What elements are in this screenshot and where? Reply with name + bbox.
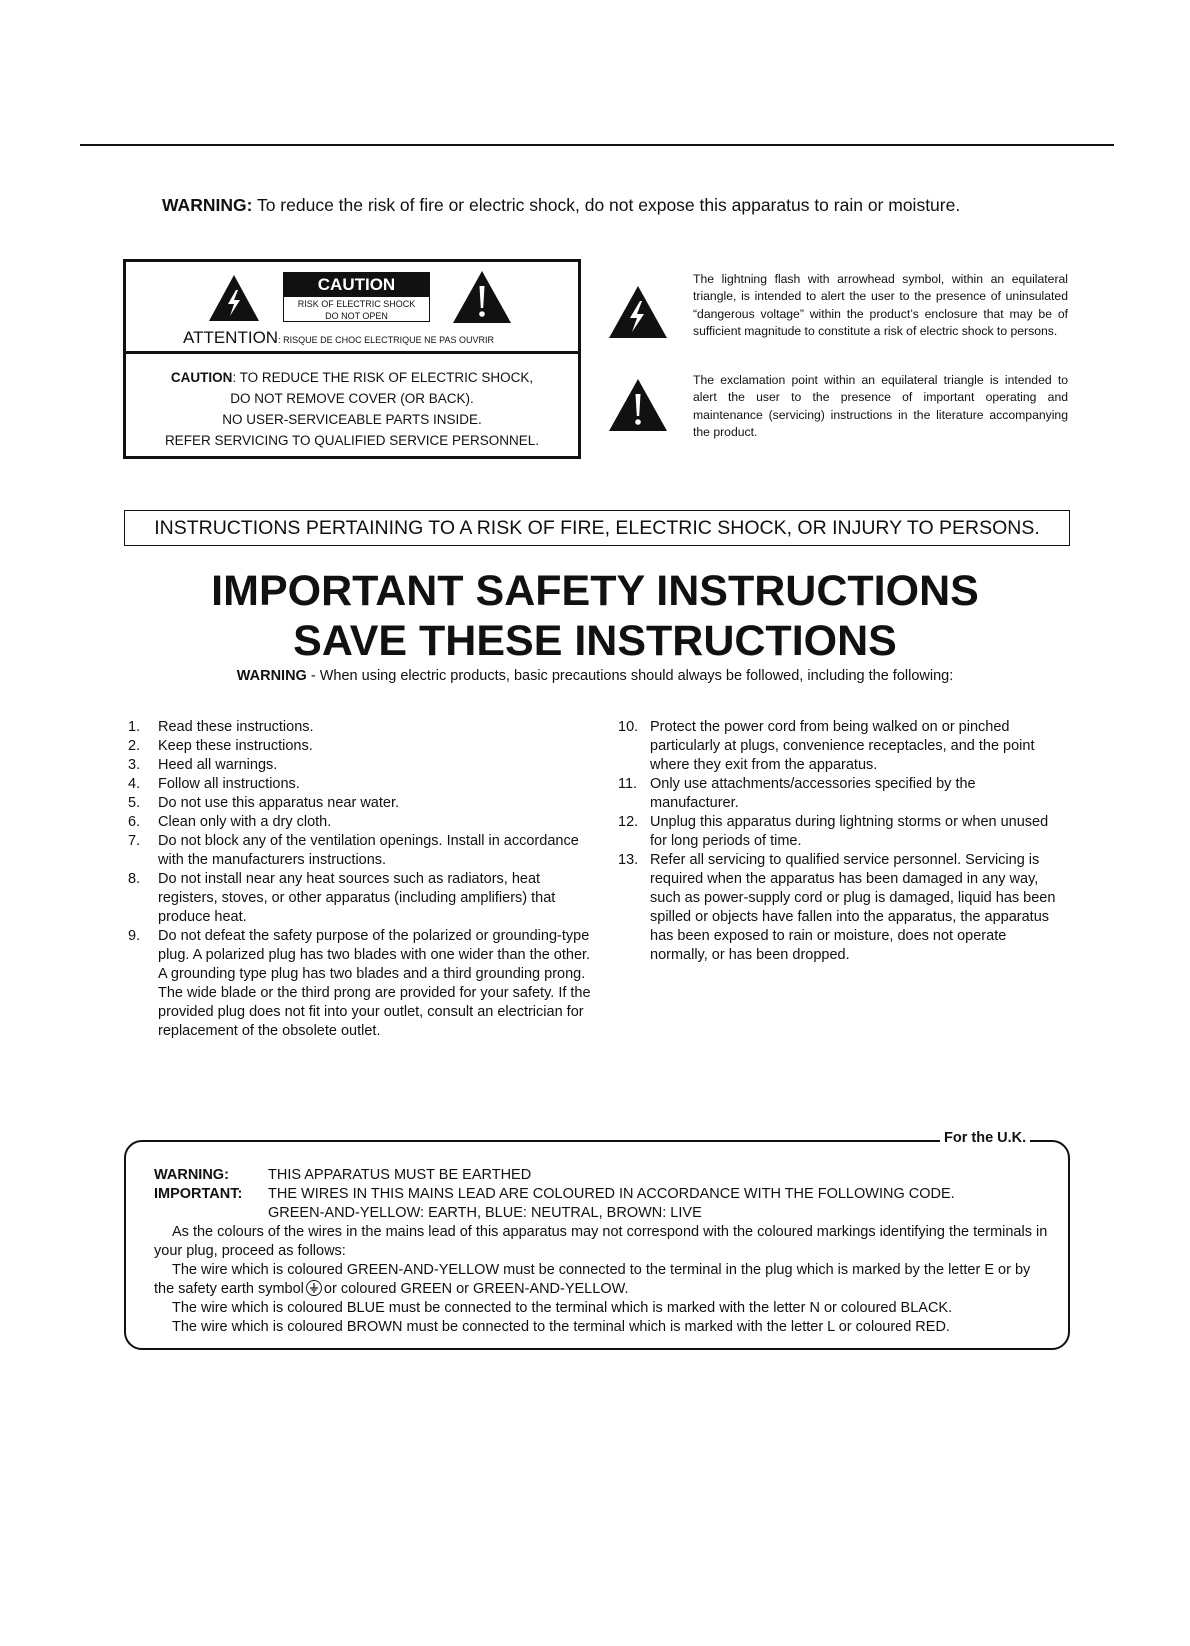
instruction-item xyxy=(128,775,598,794)
instruction-text: Unplug this apparatus during lightning storms or when unused for long periods of time. xyxy=(650,814,1049,849)
instructions-list-right xyxy=(618,718,1068,965)
instruction-item xyxy=(128,737,598,756)
instruction-number: 10. xyxy=(618,719,639,735)
lightning-warning-icon xyxy=(208,274,260,322)
caution-panel xyxy=(123,259,581,459)
caution-body-line2: DO NOT REMOVE COVER (OR BACK). xyxy=(230,391,474,406)
instruction-item xyxy=(128,832,598,870)
lightning-symbol-icon xyxy=(608,285,668,339)
instruction-text: Do not install near any heat sources such as radiators, heat registers, stoves, or other apparatus (including amplifiers) that produce heat. xyxy=(158,871,556,925)
instruction-number: 3. xyxy=(128,757,141,773)
instruction-item xyxy=(618,775,1068,813)
instruction-number: 13. xyxy=(618,852,639,868)
exclamation-symbol-description: The exclamation point within an equilateral triangle is intended to alert the user to the presence of important operating and maintenance (servicing) instructions in the literature accompanying the product. xyxy=(693,373,1068,439)
uk-wiring-box xyxy=(124,1140,1070,1350)
instruction-text: Follow all instructions. xyxy=(158,776,300,792)
lightning-symbol-description: The lightning flash with arrowhead symbol, within an equilateral triangle, is intended to alert the user to the presence of uninsulated “dangerous voltage” within the product’s enclosure that may be of sufficient magnitude to constitute a risk of electric shock to persons. xyxy=(693,272,1068,338)
instruction-item xyxy=(128,813,598,832)
instruction-text: Do not defeat the safety purpose of the polarized or grounding-type plug. A polarized plug has two blades with one wider than the other. A grounding type plug has two blades and a third grounding prong. The wide blade or the third prong are provided for your safety. If the provided plug does not fit into your outlet, consult an electrician for replacement of the obsolete outlet. xyxy=(158,928,591,1039)
instruction-text: Do not use this apparatus near water. xyxy=(158,795,400,811)
instruction-number: 7. xyxy=(128,833,141,849)
instruction-text: Only use attachments/accessories specified by the manufacturer. xyxy=(650,776,976,811)
caution-label: CAUTION xyxy=(284,273,429,297)
warning-precautions xyxy=(0,668,1190,684)
instruction-item xyxy=(128,794,598,813)
instruction-text: Clean only with a dry cloth. xyxy=(158,814,332,830)
uk-important-text: THE WIRES IN THIS MAINS LEAD ARE COLOURED IN ACCORDANCE WITH THE FOLLOWING CODE. xyxy=(268,1186,955,1202)
instruction-number: 12. xyxy=(618,814,639,830)
warning-precautions-text: - When using electric products, basic precautions should always be followed, including the following: xyxy=(306,668,954,684)
instruction-item xyxy=(618,851,1068,965)
attention-line xyxy=(183,328,494,348)
uk-paragraph-2 xyxy=(154,1261,1054,1299)
uk-paragraph-1: As the colours of the wires in the mains lead of this apparatus may not correspond with the coloured markings identifying the terminals in your plug, proceed as follows: xyxy=(154,1224,1048,1259)
uk-warning-label: WARNING: xyxy=(154,1167,229,1183)
instruction-text: Protect the power cord from being walked on or pinched particularly at plugs, convenience receptacles, and the point where they exit from the apparatus. xyxy=(650,719,1035,773)
instruction-number: 6. xyxy=(128,814,141,830)
caution-body-label: CAUTION xyxy=(170,370,233,385)
uk-important-label: IMPORTANT: xyxy=(154,1186,243,1202)
instruction-number: 8. xyxy=(128,871,141,887)
uk-paragraph-2b: or coloured GREEN or GREEN-AND-YELLOW. xyxy=(323,1281,629,1297)
uk-paragraph-4: The wire which is coloured BROWN must be connected to the terminal which is marked with the letter L or coloured RED. xyxy=(172,1319,950,1335)
instruction-item xyxy=(128,756,598,775)
warning-top-text: To reduce the risk of fire or electric shock, do not expose this apparatus to rain or moisture. xyxy=(252,195,961,215)
instruction-item xyxy=(618,718,1068,775)
uk-important-line xyxy=(154,1185,1064,1204)
instruction-item xyxy=(128,718,598,737)
earth-symbol-icon xyxy=(306,1280,322,1296)
attention-text: : RISQUE DE CHOC ELECTRIQUE NE PAS OUVRIR xyxy=(278,335,494,345)
uk-paragraph-2a: The wire which is coloured GREEN-AND-YELLOW must be connected to the terminal in the plug which is marked by the letter E or by the safety earth symbol xyxy=(154,1262,1031,1297)
caution-label-box xyxy=(283,272,430,322)
instructions-banner: INSTRUCTIONS PERTAINING TO A RISK OF FIRE, ELECTRIC SHOCK, OR INJURY TO PERSONS. xyxy=(124,510,1070,546)
attention-label: ATTENTION xyxy=(183,328,279,347)
instruction-number: 1. xyxy=(128,719,141,735)
caution-sub-line2: DO NOT OPEN xyxy=(325,311,388,321)
instruction-text: Refer all servicing to qualified service personnel. Servicing is required when the apparatus has been damaged in any way, such as power-supply cord or plug is damaged, liquid has been spilled or objects have fallen into the apparatus, the apparatus has been exposed to rain or moisture, does not operate normally, or has been dropped. xyxy=(650,852,1056,963)
exclamation-warning-icon xyxy=(452,270,512,324)
warning-top-label: WARNING: xyxy=(162,195,253,215)
warning-precautions-label: WARNING xyxy=(236,668,307,684)
instruction-text: Read these instructions. xyxy=(158,719,314,735)
caution-body-line3: NO USER-SERVICEABLE PARTS INSIDE. xyxy=(222,412,482,427)
instruction-number: 4. xyxy=(128,776,141,792)
caution-body-line4: REFER SERVICING TO QUALIFIED SERVICE PERSONNEL. xyxy=(164,433,540,448)
instruction-number: 5. xyxy=(128,795,141,811)
instruction-item xyxy=(128,927,598,1041)
caution-body xyxy=(126,367,578,451)
caution-panel-top xyxy=(126,262,578,354)
warning-top xyxy=(162,195,960,216)
top-rule xyxy=(80,144,1114,146)
uk-tag: For the U.K. xyxy=(940,1130,1030,1146)
instruction-number: 2. xyxy=(128,738,141,754)
instruction-number: 9. xyxy=(128,928,141,944)
caution-body-line1 xyxy=(126,367,578,388)
instruction-text: Keep these instructions. xyxy=(158,738,313,754)
instruction-text: Heed all warnings. xyxy=(158,757,278,773)
uk-warning-line xyxy=(154,1166,1054,1185)
instruction-number: 11. xyxy=(618,776,638,792)
uk-code-line: GREEN-AND-YELLOW: EARTH, BLUE: NEUTRAL, BROWN: LIVE xyxy=(268,1205,702,1221)
caution-sub-line1: RISK OF ELECTRIC SHOCK xyxy=(297,299,416,309)
instruction-item xyxy=(128,870,598,927)
uk-warning-text: THIS APPARATUS MUST BE EARTHED xyxy=(268,1167,532,1183)
instructions-list-left xyxy=(128,718,598,1041)
instruction-item xyxy=(618,813,1068,851)
uk-paragraph-3: The wire which is coloured BLUE must be connected to the terminal which is marked with the letter N or coloured BLACK. xyxy=(172,1300,953,1316)
caution-body-text1: : TO REDUCE THE RISK OF ELECTRIC SHOCK, xyxy=(232,370,534,385)
sub-heading: SAVE THESE INSTRUCTIONS xyxy=(293,617,897,665)
main-heading: IMPORTANT SAFETY INSTRUCTIONS xyxy=(211,567,979,615)
instruction-text: Do not block any of the ventilation openings. Install in accordance with the manufacturers instructions. xyxy=(158,833,579,868)
exclamation-symbol-icon xyxy=(608,378,668,432)
